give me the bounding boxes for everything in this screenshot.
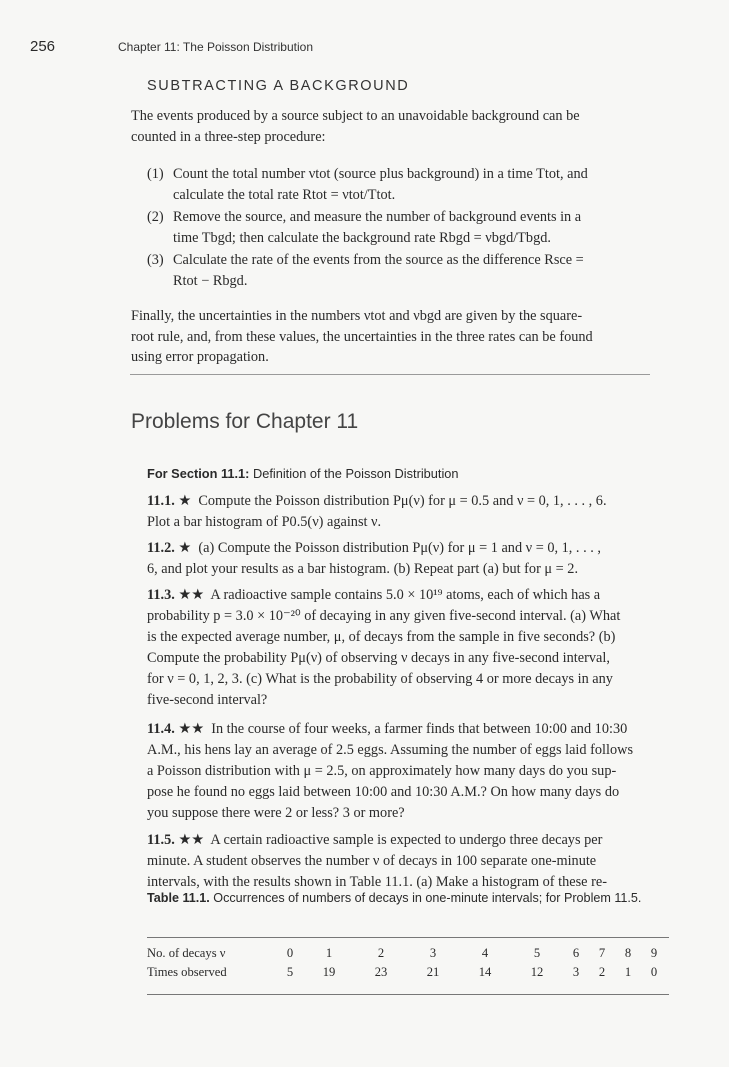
- problem-line: minute. A student observes the number ν of decays in 100 separate one-minute: [147, 853, 597, 869]
- problem-line: A certain radioactive sample is expected to undergo three decays per: [210, 832, 603, 848]
- table-cell: 12: [530, 965, 544, 979]
- procedure-step: [147, 250, 647, 291]
- intro-paragraph: [131, 106, 651, 147]
- problem-line: A.M., his hens lay an average of 2.5 eggs. Assuming the number of eggs laid follows: [147, 742, 634, 758]
- step-line: Rtot − Rbgd.: [173, 272, 248, 289]
- problem-line: Compute the probability Pμ(ν) of observing ν decays in any five-second interval,: [147, 650, 610, 666]
- step-number: (1): [147, 166, 164, 182]
- procedure-step: [147, 207, 647, 248]
- problem-line: is the expected average number, μ, of decays from the sample in five seconds? (b): [147, 629, 616, 645]
- table-cell: 2: [377, 946, 385, 960]
- table-top-rule: [147, 937, 669, 938]
- problem-line: In the course of four weeks, a farmer finds that between 10:00 and 10:30: [211, 721, 628, 737]
- problem-number: 11.4.: [147, 721, 175, 737]
- closing-line: using error propagation.: [131, 349, 269, 365]
- problem-number: 11.3.: [147, 587, 175, 603]
- table-cell: 19: [322, 965, 336, 979]
- problem-line: you suppose there were 2 or less? 3 or more?: [147, 805, 405, 821]
- table-cell: 1: [325, 946, 333, 960]
- procedure-steps: [147, 164, 647, 293]
- table-cell: 14: [478, 965, 492, 979]
- section-title: Definition of the Poisson Distribution: [252, 466, 459, 481]
- table-cell: 8: [624, 946, 632, 960]
- chapter-problems-title: Problems for Chapter 11: [131, 410, 359, 433]
- step-line: Remove the source, and measure the number of background events in a: [173, 209, 582, 225]
- decay-table: [147, 944, 667, 982]
- intro-line: counted in a three-step procedure:: [131, 128, 326, 145]
- table-cell: 0: [286, 946, 294, 960]
- table-cell: 4: [481, 946, 489, 960]
- table-row: [147, 963, 667, 982]
- closing-paragraph: [131, 306, 651, 368]
- problem-line: Plot a bar histogram of P0.5(ν) against ν.: [147, 514, 382, 530]
- table-bottom-rule: [147, 994, 669, 995]
- step-number: (2): [147, 209, 164, 225]
- table-cell: 1: [624, 965, 632, 979]
- problem-item: [147, 585, 647, 711]
- table-cell: 7: [598, 946, 606, 960]
- section-number: For Section 11.1:: [147, 466, 250, 481]
- problem-line: probability p = 3.0 × 10⁻²⁰ of decaying in any given five-second interval. (a) What: [147, 608, 621, 624]
- row-label: Times observed: [147, 965, 227, 979]
- procedure-step: [147, 164, 647, 205]
- step-line: calculate the total rate Rtot = νtot/Ttot.: [173, 186, 396, 203]
- table-cell: 3: [572, 965, 580, 979]
- table-cell: 23: [374, 965, 388, 979]
- table-cell: 2: [598, 965, 606, 979]
- problem-item: [147, 491, 647, 533]
- problem-line: pose he found no eggs laid between 10:00 and 10:30 A.M.? On how many days do: [147, 784, 620, 800]
- table-caption: [147, 890, 647, 907]
- difficulty-stars: ★★: [178, 832, 205, 848]
- row-label: No. of decays ν: [147, 946, 226, 960]
- table-cell: 5: [286, 965, 294, 979]
- problem-number: 11.2.: [147, 540, 175, 556]
- problem-line: a Poisson distribution with μ = 2.5, on approximately how many days do you sup-: [147, 763, 617, 779]
- section-divider: [130, 374, 650, 375]
- closing-line: root rule, and, from these values, the uncertainties in the three rates can be found: [131, 328, 593, 345]
- problem-line: five-second interval?: [147, 692, 268, 708]
- step-line: Calculate the rate of the events from the source as the difference Rsce =: [173, 252, 584, 268]
- table-caption-text: Occurrences of numbers of decays in one-minute intervals; for Problem 11.5.: [213, 891, 642, 905]
- difficulty-stars: ★: [178, 540, 192, 556]
- step-number: (3): [147, 252, 164, 268]
- closing-line: Finally, the uncertainties in the numbers νtot and νbgd are given by the square-: [131, 308, 583, 324]
- page-number: 256: [30, 38, 56, 55]
- problem-item: [147, 719, 647, 824]
- step-line: Count the total number νtot (source plus background) in a time Ttot, and: [173, 166, 588, 182]
- table-cell: 3: [429, 946, 437, 960]
- problem-item: [147, 830, 647, 893]
- problem-section-label: [147, 466, 459, 481]
- problem-line: 6, and plot your results as a bar histogram. (b) Repeat part (a) but for μ = 2.: [147, 561, 579, 577]
- problem-item: [147, 538, 647, 580]
- difficulty-stars: ★★: [178, 721, 205, 737]
- problem-number: 11.5.: [147, 832, 175, 848]
- table-caption-label: Table 11.1.: [147, 891, 210, 905]
- step-line: time Tbgd; then calculate the background rate Rbgd = νbgd/Tbgd.: [173, 229, 551, 246]
- table-cell: 0: [650, 965, 658, 979]
- table-cell: 6: [572, 946, 580, 960]
- section-heading: SUBTRACTING A BACKGROUND: [147, 78, 410, 94]
- intro-line: The events produced by a source subject to an unavoidable background can be: [131, 108, 580, 124]
- problem-number: 11.1.: [147, 493, 175, 509]
- problem-line: for ν = 0, 1, 2, 3. (c) What is the probability of observing 4 or more decays in any: [147, 671, 613, 687]
- difficulty-stars: ★★: [178, 587, 205, 603]
- problem-line: Compute the Poisson distribution Pμ(ν) for μ = 0.5 and ν = 0, 1, . . . , 6.: [198, 493, 607, 509]
- difficulty-stars: ★: [178, 493, 192, 509]
- table-cell: 9: [650, 946, 658, 960]
- table-row: [147, 944, 667, 963]
- problem-line: intervals, with the results shown in Table 11.1. (a) Make a histogram of these re-: [147, 874, 607, 890]
- problem-line: (a) Compute the Poisson distribution Pμ(ν) for μ = 1 and ν = 0, 1, . . . ,: [198, 540, 601, 556]
- table-cell: 21: [426, 965, 440, 979]
- running-head: Chapter 11: The Poisson Distribution: [118, 40, 313, 54]
- table-cell: 5: [533, 946, 541, 960]
- problem-line: A radioactive sample contains 5.0 × 10¹⁹ atoms, each of which has a: [210, 587, 601, 603]
